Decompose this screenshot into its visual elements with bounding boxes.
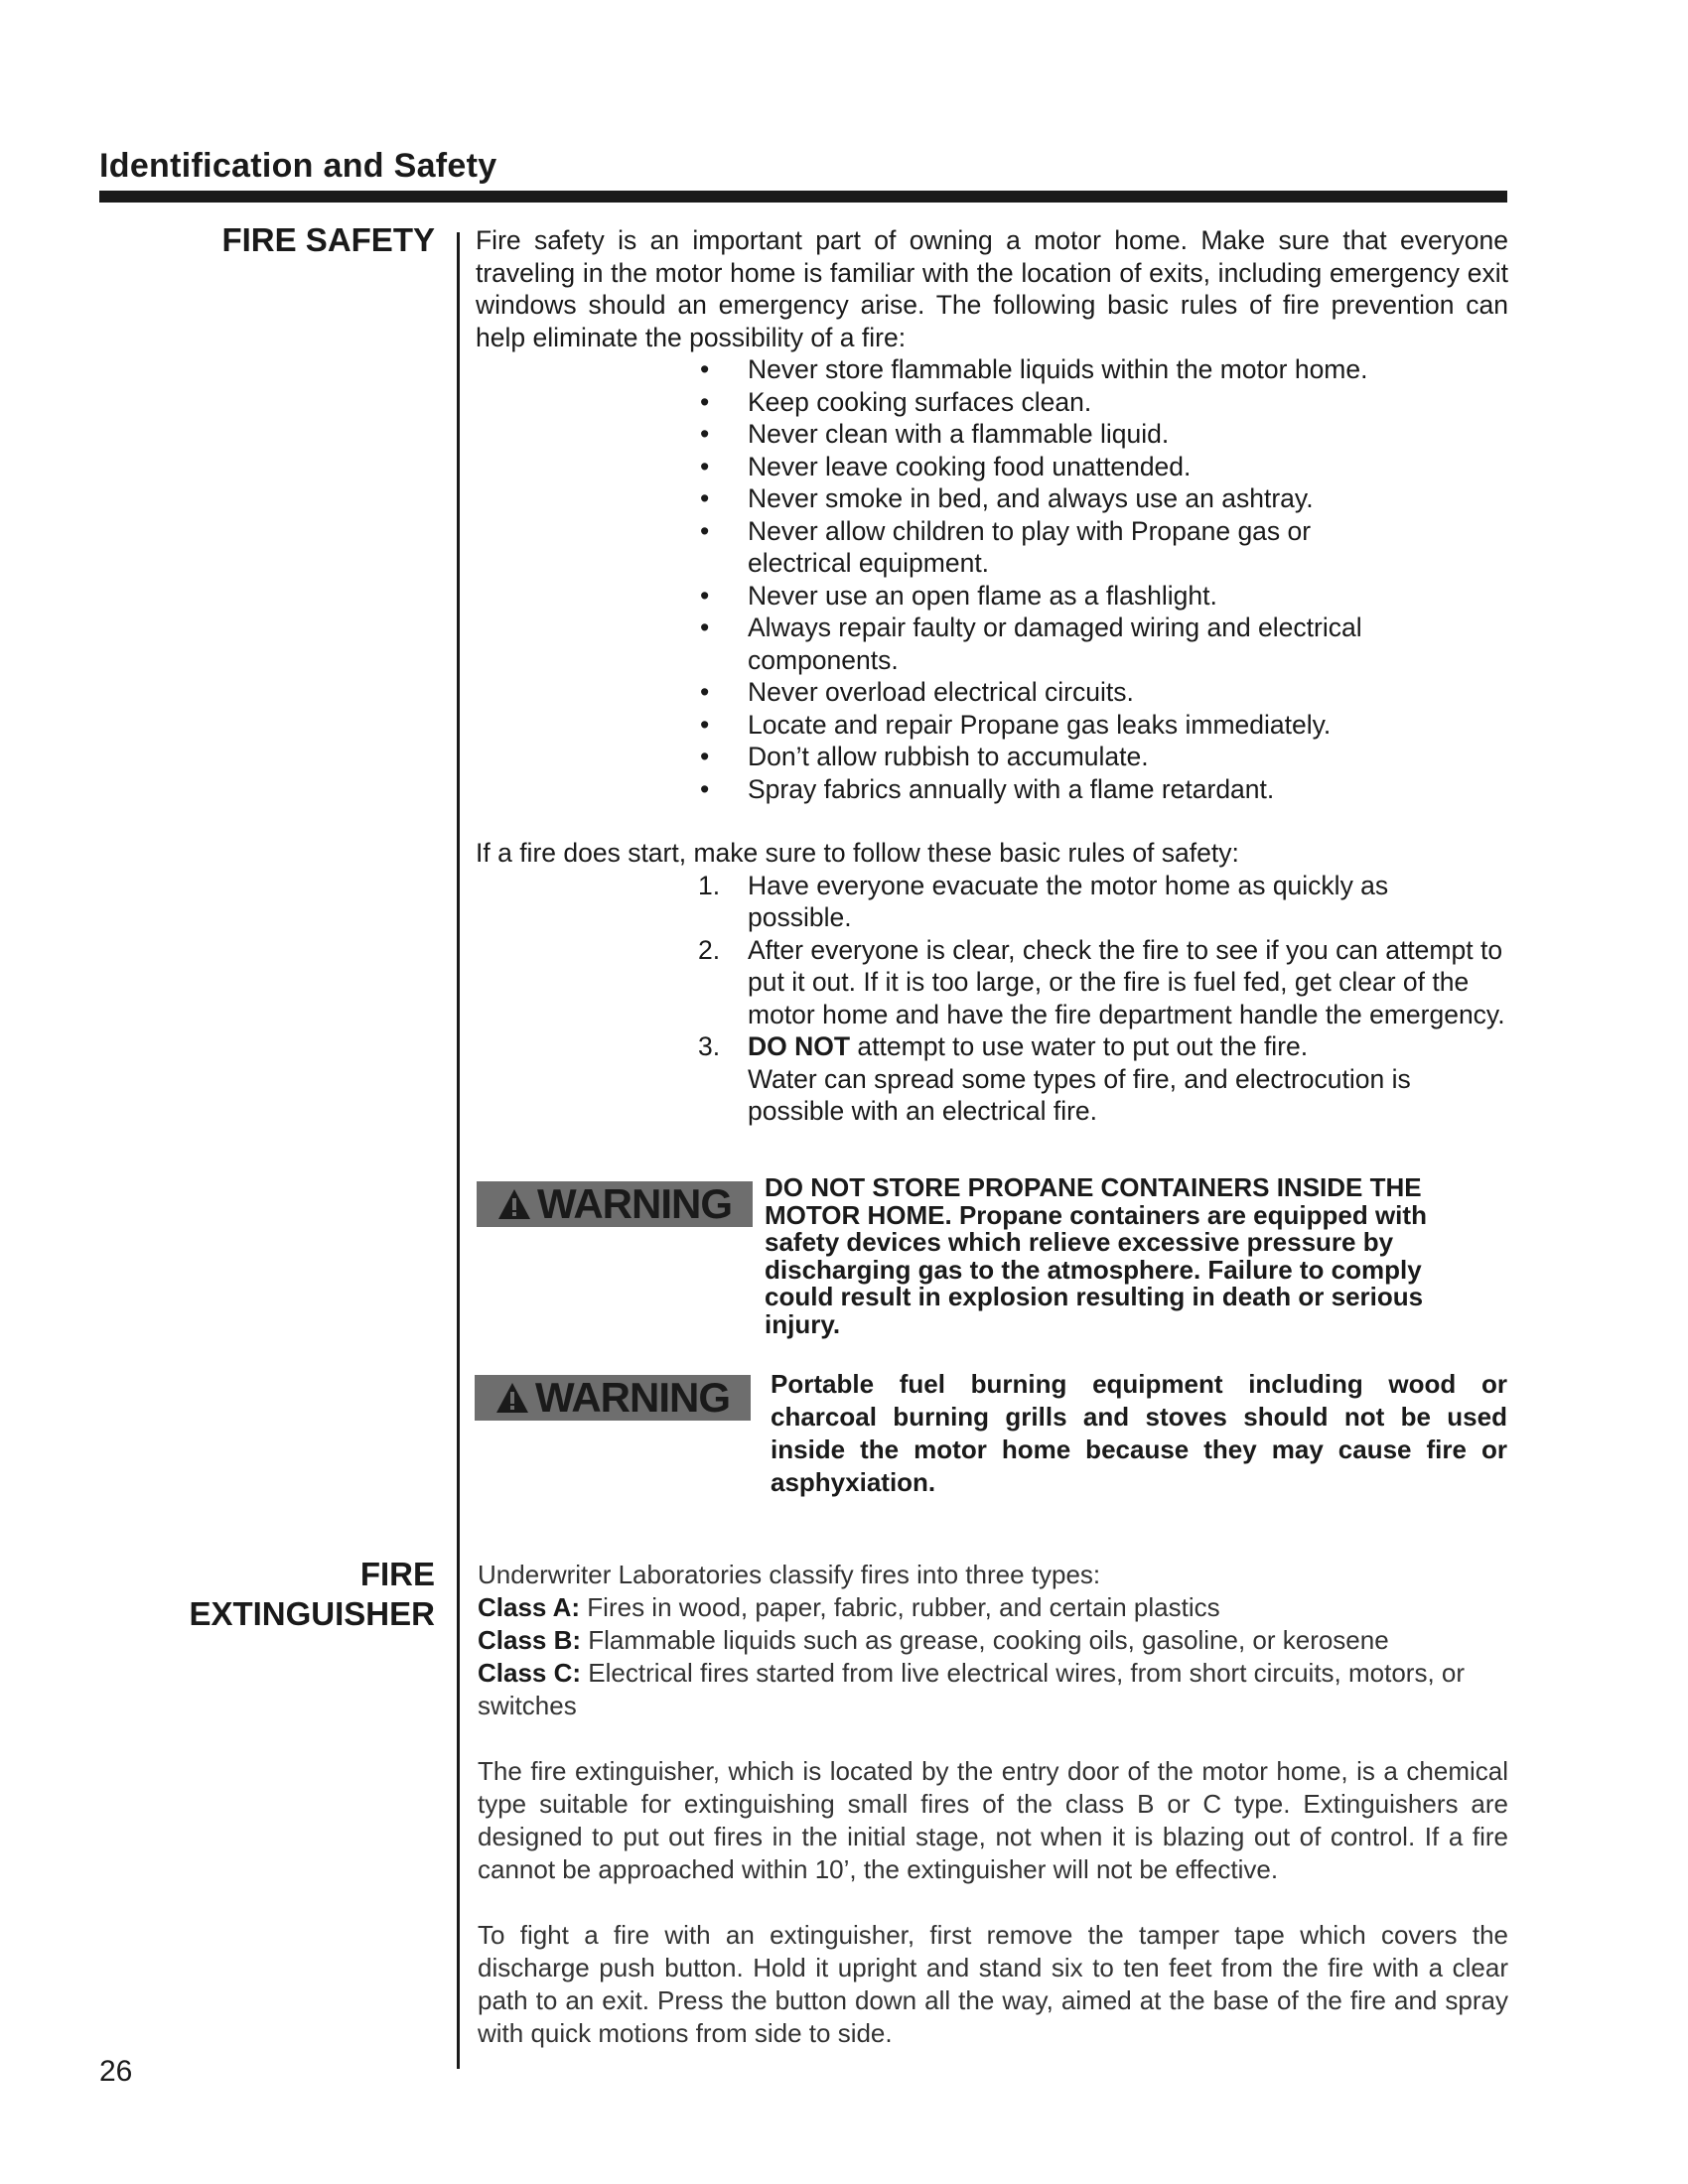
step-number: 1. [698,870,721,900]
fire-class-b [478,1624,1508,1657]
step-number: 3. [698,1031,721,1061]
list-item [698,934,1508,1031]
step-text-continued: Water can spread some types of fire, and electrocution is possible with an electrical fire. [748,1063,1411,1126]
list-item: • Never use an open flame as a flashlight. [698,580,1508,613]
extinguisher-location-paragraph: The fire extinguisher, which is located by the entry door of the motor home, is a chemical type suitable for extinguishing small fires of the class B or C type. Extinguishers are designed to put out fires in the initial stage, not when it is blazing out of control. If a fire cannot be approached within 10’, the extinguisher will not be effective. [478,1756,1508,1884]
step-number: 2. [698,934,721,965]
fire-safety-body [476,224,1508,1128]
page-section-title: Identification and Safety [99,147,497,185]
list-item: • Keep cooking surfaces clean. [698,386,1508,419]
list-item: • Never smoke in bed, and always use an ashtray. [698,482,1508,515]
warning-message: DO NOT STORE PROPANE CONTAINERS INSIDE THE MOTOR HOME. Propane containers are equipped with safety devices which relieve excessive pressure by discharging gas to the atmosphere. Failure to comply could result in explosion resulting in death or serious injury. [765,1172,1427,1339]
fire-types-intro: Underwriter Laboratories classify fires into three types: [478,1560,1101,1589]
list-item: • Never clean with a flammable liquid. [698,418,1508,451]
column-divider [457,232,460,2069]
list-item: • Never overload electrical circuits. [698,676,1508,709]
list-item [698,1030,1508,1128]
class-label: Class A: [478,1592,581,1622]
class-label: Class C: [478,1658,582,1688]
list-item: • Spray fabrics annually with a flame retardant. [698,773,1508,806]
warning-label: WARNING [535,1374,730,1421]
class-text: Flammable liquids such as grease, cooking oils, gasoline, or kerosene [581,1625,1389,1655]
fire-start-intro: If a fire does start, make sure to follow these basic rules of safety: [476,838,1239,868]
step-text: attempt to use water to put out the fire. [850,1031,1309,1061]
class-text: Fires in wood, paper, fabric, rubber, and certain plastics [580,1592,1220,1622]
warning-label: WARNING [537,1180,732,1227]
list-item: • Never allow children to play with Propane gas or electrical equipment. [698,515,1508,580]
prevention-rules-list [476,353,1508,805]
fire-class-c [478,1657,1508,1722]
step-text: After everyone is clear, check the fire to see if you can attempt to put it out. If it is too large, or the fire is fuel fed, get clear of the motor home and have the fire department handle the emergency. [748,934,1505,1029]
class-label: Class B: [478,1625,582,1655]
class-text: Electrical fires started from live electrical wires, from short circuits, motors, or switches [478,1658,1466,1720]
fire-class-a [478,1591,1508,1624]
list-item: • Never leave cooking food unattended. [698,451,1508,483]
heading-line: FIRE [359,1556,435,1592]
warning-triangle-icon [495,1382,529,1414]
heading-line: EXTINGUISHER [189,1595,435,1632]
step-emphasis: DO NOT [748,1031,851,1061]
fire-extinguisher-body [478,1559,1508,2050]
list-item: • Always repair faulty or damaged wiring and electrical components. [698,612,1508,676]
fire-steps-list [476,870,1508,1128]
header-rule [99,191,1507,203]
fire-extinguisher-heading [189,1555,435,1634]
page-number: 26 [99,2055,133,2088]
list-item: • Never store flammable liquids within the motor home. [698,353,1508,386]
warning-triangle-icon [497,1188,531,1220]
list-item [698,870,1508,934]
warning-badge [477,1181,753,1227]
step-text: Have everyone evacuate the motor home as quickly as possible. [748,870,1389,932]
fire-safety-heading: FIRE SAFETY [221,221,435,258]
list-item: • Locate and repair Propane gas leaks immediately. [698,709,1508,742]
list-item: • Don’t allow rubbish to accumulate. [698,741,1508,773]
warning-message: Portable fuel burning equipment including wood or charcoal burning grills and stoves should not be used inside the motor home because they may cause fire or asphyxiation. [771,1369,1507,1497]
extinguisher-usage-paragraph: To fight a fire with an extinguisher, first remove the tamper tape which covers the discharge push button. Hold it upright and stand six to ten feet from the fire with a clear path to an exit. Press the button down all the way, aimed at the base of the fire and spray with quick motions from side to side. [478,1920,1508,2048]
fire-safety-intro: Fire safety is an important part of owning a motor home. Make sure that everyone traveling in the motor home is familiar with the location of exits, including emergency exit windows should an emergency arise. The following basic rules of fire prevention can help eliminate the possibility of a fire: [476,225,1508,352]
warning-badge [475,1375,751,1421]
